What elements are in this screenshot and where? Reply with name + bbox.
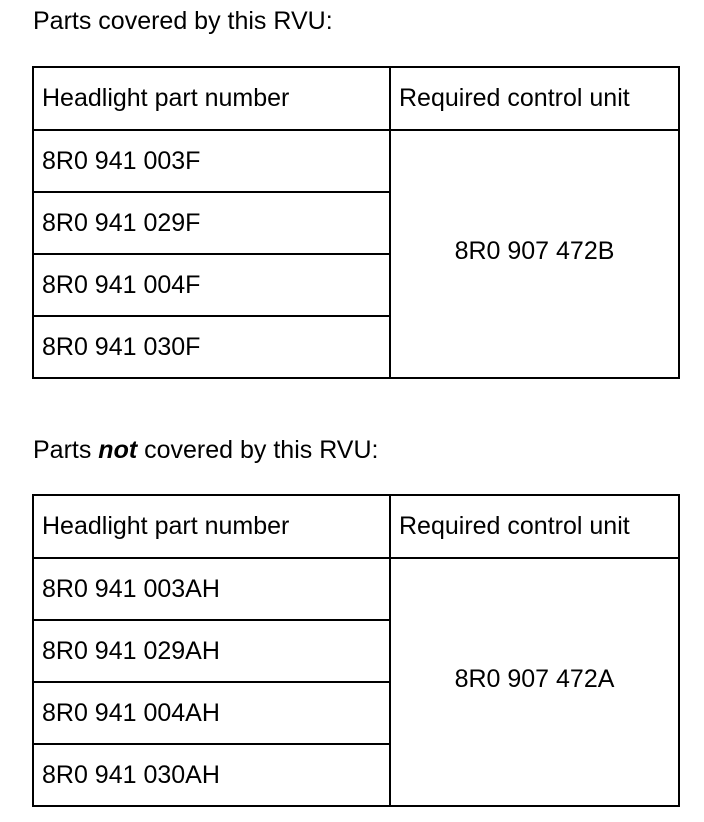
table-row — [33, 558, 679, 620]
headlight-part-number-cell: 8R0 941 004F — [33, 254, 390, 316]
table-header-row — [33, 67, 679, 130]
headlight-part-number-cell: 8R0 941 029F — [33, 192, 390, 254]
required-control-unit-cell: 8R0 907 472B — [390, 130, 679, 378]
required-control-unit-cell: 8R0 907 472A — [390, 558, 679, 806]
headlight-part-number-header: Headlight part number — [33, 495, 390, 558]
headlight-part-number-cell: 8R0 941 003F — [33, 130, 390, 192]
table-header-row — [33, 495, 679, 558]
covered-parts-table — [32, 66, 680, 379]
covered-parts-heading: Parts covered by this RVU: — [33, 7, 333, 35]
not-covered-parts-table — [32, 494, 680, 807]
headlight-part-number-cell: 8R0 941 004AH — [33, 682, 390, 744]
headlight-part-number-cell: 8R0 941 030F — [33, 316, 390, 378]
not-covered-parts-heading — [33, 435, 378, 465]
headlight-part-number-cell: 8R0 941 030AH — [33, 744, 390, 806]
heading-emphasis: not — [98, 436, 138, 464]
headlight-part-number-cell: 8R0 941 029AH — [33, 620, 390, 682]
heading-text-before: Parts — [33, 436, 99, 464]
heading-text-after: covered by this RVU: — [137, 436, 379, 464]
required-control-unit-header: Required control unit — [390, 67, 679, 130]
headlight-part-number-cell: 8R0 941 003AH — [33, 558, 390, 620]
required-control-unit-header: Required control unit — [390, 495, 679, 558]
table-row — [33, 130, 679, 192]
headlight-part-number-header: Headlight part number — [33, 67, 390, 130]
